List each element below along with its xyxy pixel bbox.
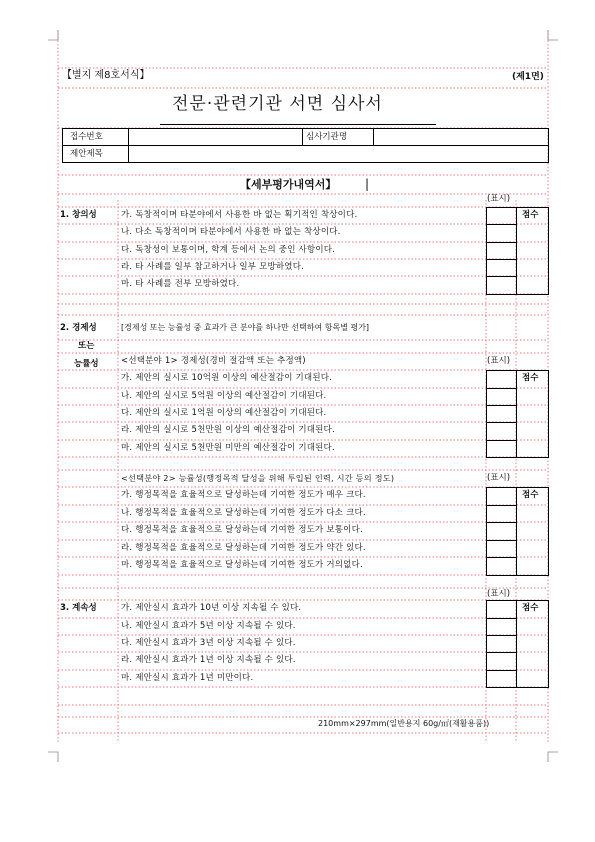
field1-item-b: 나. 제안의 실시로 5억원 이상의 예산절감이 기대된다. [121, 391, 327, 401]
check-field1-b[interactable] [486, 388, 517, 406]
continuity-item-a: 가. 제안실시 효과가 10년 이상 지속될 수 있다. [121, 603, 302, 613]
proposal-title-label: 제안제목 [70, 149, 103, 159]
check-continuity-c[interactable] [486, 635, 517, 653]
title-underline [160, 124, 436, 125]
creativity-label: 1. 창의성 [60, 210, 97, 220]
field1-item-e: 마. 제안의 실시로 5천만원 미만의 예산절감이 기대된다. [121, 443, 335, 453]
continuity-item-c: 다. 제안실시 효과가 3년 이상 지속될 수 있다. [121, 638, 296, 648]
creativity-item-d: 라. 타 사례를 일부 참고하거나 일부 모방하였다. [121, 262, 305, 272]
economy-label-efficiency: 능률성 [74, 359, 99, 369]
check-continuity-b[interactable] [486, 618, 517, 636]
score-label-field2: 점수 [522, 490, 539, 500]
check-continuity-e[interactable] [486, 670, 517, 688]
reviewer-field[interactable] [374, 129, 548, 144]
section-heading: 【세부평가내역서】 [240, 178, 337, 191]
receipt-number-field[interactable] [129, 129, 301, 144]
check-creativity-a[interactable] [486, 207, 517, 225]
creativity-item-c: 다. 독창성이 보통이며, 학계 등에서 논의 중인 사항이다. [121, 245, 336, 255]
check-field1-c[interactable] [486, 405, 517, 423]
creativity-item-b: 나. 다소 독창적이며 타분야에서 사용한 바 없는 착상이다. [121, 227, 341, 237]
economy-note: [경제성 또는 능률성 중 효과가 큰 분야를 하나만 선택하여 항목별 평가] [121, 323, 370, 332]
continuity-item-e: 마. 제안실시 효과가 1년 미만이다. [121, 673, 254, 683]
sign-label-continuity: (표시) [487, 589, 511, 599]
check-continuity-a[interactable] [486, 600, 517, 619]
economy-label: 2. 경제성 [60, 323, 97, 333]
check-field2-a[interactable] [486, 487, 517, 506]
field1-item-a: 가. 제안의 실시로 10억원 이상의 예산절감이 기대된다. [121, 373, 333, 383]
score-label-continuity: 점수 [522, 603, 539, 613]
proposal-title-field[interactable] [129, 146, 548, 162]
check-creativity-d[interactable] [486, 259, 517, 277]
continuity-label: 3. 계속성 [60, 603, 97, 613]
field1-item-c: 다. 제안의 실시로 1억원 이상의 예산절감이 기대된다. [121, 408, 327, 418]
info-table-col-divider-2 [302, 128, 303, 145]
check-creativity-c[interactable] [486, 242, 517, 260]
creativity-item-a: 가. 독창적이며 타분야에서 사용한 바 없는 획기적인 착상이다. [121, 210, 358, 220]
check-field2-b[interactable] [486, 505, 517, 523]
paper-spec-footer: 210mm×297mm(일반용지 60g/㎡(재활용품)) [318, 719, 490, 728]
field2-item-a: 가. 행정목적을 효율적으로 달성하는데 기여한 정도가 매우 크다. [121, 490, 366, 500]
score-box-creativity[interactable] [516, 207, 549, 295]
check-field2-e[interactable] [486, 557, 517, 576]
field2-title: <선택분야 2> 능률성(행정목적 달성을 위해 투입된 인력, 시간 등의 정도) [121, 473, 395, 483]
check-creativity-b[interactable] [486, 224, 517, 243]
text-cursor: | [365, 177, 370, 191]
score-box-field1[interactable] [516, 370, 549, 458]
receipt-number-label: 접수번호 [70, 132, 103, 142]
sign-label-field2: (표시) [487, 473, 511, 483]
continuity-item-d: 라. 제안실시 효과가 1년 이상 지속될 수 있다. [121, 655, 296, 665]
sign-label-creativity: (표시) [487, 194, 511, 204]
sign-label-field1: (표시) [487, 356, 511, 366]
field1-item-d: 라. 제안의 실시로 5천만원 이상의 예산절감이 기대된다. [121, 425, 335, 435]
score-box-continuity[interactable] [516, 600, 549, 688]
field2-item-d: 라. 행정목적을 효율적으로 달성하는데 기여한 정도가 약간 있다. [121, 543, 366, 553]
score-label-creativity: 점수 [522, 210, 539, 220]
field1-title: <선택분야 1> 경제성(경비 절감액 또는 추정액) [121, 356, 306, 366]
score-label-field1: 점수 [522, 373, 539, 383]
economy-label-or: 또는 [78, 341, 95, 351]
check-field1-d[interactable] [486, 422, 517, 441]
field2-item-b: 나. 행정목적을 효율적으로 달성하는데 기여한 정도가 다소 크다. [121, 508, 366, 518]
page-title: 전문·관련기관 서면 심사서 [172, 94, 383, 114]
creativity-item-e: 마. 타 사례를 전부 모방하였다. [121, 279, 240, 289]
check-continuity-d[interactable] [486, 652, 517, 671]
page-label: (제1면) [512, 72, 544, 82]
field2-item-c: 다. 행정목적을 효율적으로 달성하는데 기여한 정도가 보통이다. [121, 525, 363, 535]
field2-item-e: 마. 행정목적을 효율적으로 달성하는데 기여한 정도가 거의없다. [121, 560, 363, 570]
form-number: 【별지 제8호서식】 [62, 70, 150, 81]
continuity-item-b: 나. 제안실시 효과가 5년 이상 지속될 수 있다. [121, 621, 296, 631]
check-field1-e[interactable] [486, 440, 517, 458]
check-field1-a[interactable] [486, 370, 517, 389]
score-box-field2[interactable] [516, 487, 549, 576]
check-field2-d[interactable] [486, 540, 517, 558]
reviewer-label: 심사기관명 [306, 132, 348, 142]
check-field2-c[interactable] [486, 522, 517, 541]
check-creativity-e[interactable] [486, 276, 517, 295]
